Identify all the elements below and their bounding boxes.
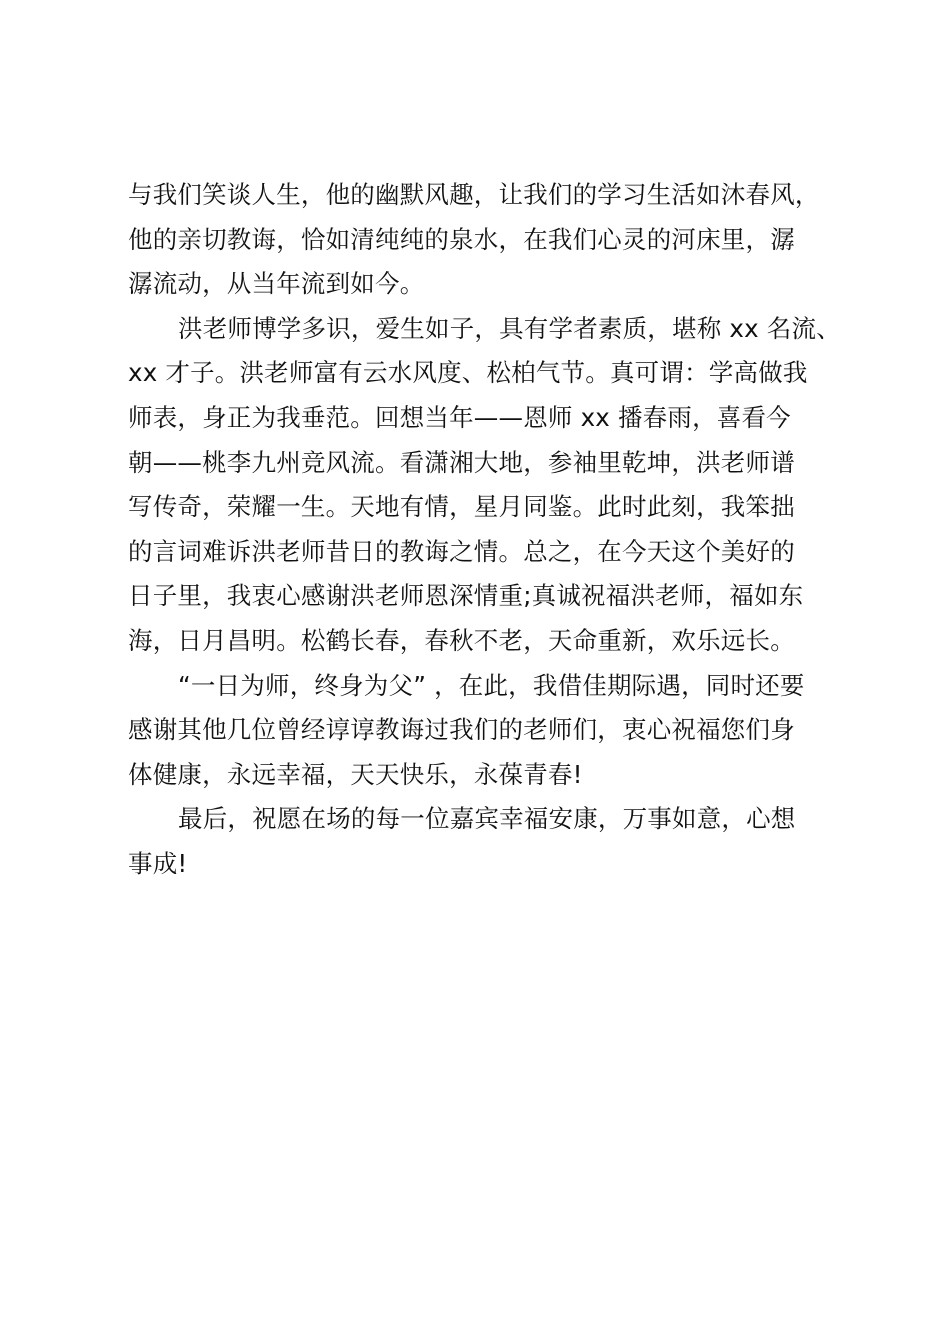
text-line: xx 才子。洪老师富有云水风度、松柏气节。真可谓：学高做我	[128, 358, 808, 388]
text-line: 海，日月昌明。松鹤长春，春秋不老，天命重新，欢乐远长。	[128, 625, 795, 655]
text-line: 潺流动，从当年流到如今。	[128, 269, 425, 299]
text-line: 事成!	[128, 848, 188, 878]
paragraph-start-line: 最后，祝愿在场的每一位嘉宾幸福安康，万事如意，心想	[178, 804, 796, 834]
paragraph-start-line: “一日为师，终身为父” ，在此，我借佳期际遇，同时还要	[178, 670, 805, 700]
speech-text	[128, 173, 853, 887]
text-line: 写传奇，荣耀一生。天地有情，星月同鉴。此时此刻，我笨拙	[128, 492, 795, 522]
text-line: 他的亲切教诲，恰如清纯纯的泉水，在我们心灵的河床里，潺	[128, 224, 795, 254]
text-line: 感谢其他几位曾经谆谆教诲过我们的老师们，衷心祝福您们身	[128, 715, 795, 745]
text-line: 体健康，永远幸福，天天快乐，永葆青春!	[128, 759, 583, 789]
text-line: 与我们笑谈人生，他的幽默风趣，让我们的学习生活如沐春风，	[128, 180, 820, 209]
text-line: 的言词难诉洪老师昔日的教诲之情。总之，在今天这个美好的	[128, 536, 795, 566]
paragraph-start-line: 洪老师博学多识，爱生如子，具有学者素质，堪称 xx 名流、	[178, 313, 841, 343]
text-line: 师表，身正为我垂范。回想当年——恩师 xx 播春雨，喜看今	[128, 402, 791, 432]
text-line: 朝——桃李九州竞风流。看潇湘大地，参袖里乾坤，洪老师谱	[128, 447, 795, 477]
text-line: 日子里，我衷心感谢洪老师恩深情重;真诚祝福洪老师，福如东	[128, 581, 804, 611]
